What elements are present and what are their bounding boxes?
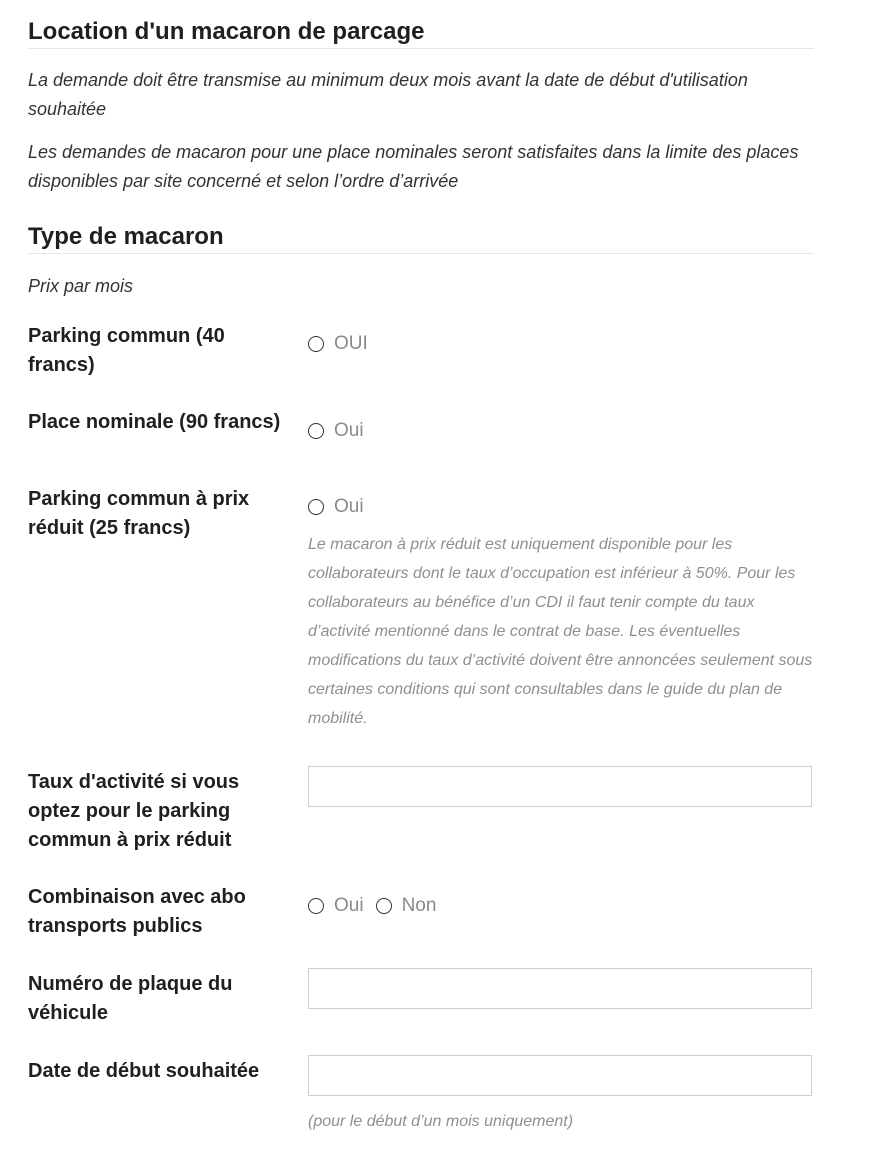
date-debut-label: Date de début souhaitée — [28, 1060, 260, 1082]
date-debut-input[interactable] — [308, 1055, 812, 1096]
intro-deadline-text: La demande doit être transmise au minimum deux mois avant la date de début d'utilisation souhaitée — [28, 70, 748, 119]
combinaison-label: Combinaison avec abo transports publics — [28, 886, 246, 937]
parking-reduit-options — [308, 496, 364, 518]
parking-commun-label: Parking commun (40 francs) — [28, 325, 225, 376]
intro-availability-text: Les demandes de macaron pour une place nominales seront satisfaites dans la limite des places disponibles par site concerné et selon l’ordre d’arrivée — [28, 142, 799, 191]
date-debut-help-text: (pour le début d’un mois uniquement) — [308, 1113, 574, 1130]
parking-commun-oui-option[interactable] — [308, 333, 368, 355]
price-note: Prix par mois — [28, 276, 134, 296]
combinaison-oui-option[interactable] — [308, 895, 364, 917]
parking-reduit-label: Parking commun à prix réduit (25 francs) — [28, 488, 250, 539]
place-nominale-label: Place nominale (90 francs) — [28, 411, 281, 433]
combinaison-non-label[interactable]: Non — [401, 895, 437, 916]
parking-reduit-help-text: Le macaron à prix réduit est uniquement disponible pour les collaborateurs dont le taux d’occupation est inférieur à 50%. Pour les collaborateurs au bénéfice d’un CDI il faut tenir compte du taux d’activité mentionné dans le contrat de base. Les éventuelles modifications du taux d’activité doivent être annoncées seulement sous certaines conditions qui sont consultables dans le guide du plan de mobilité. — [308, 536, 813, 727]
parking-commun-oui-label[interactable]: OUI — [334, 333, 368, 354]
parking-reduit-oui-label[interactable]: Oui — [334, 496, 364, 517]
parking-commun-oui-radio[interactable] — [308, 336, 324, 352]
combinaison-oui-label[interactable]: Oui — [334, 895, 364, 916]
place-nominale-options — [308, 420, 364, 442]
plaque-input[interactable] — [308, 968, 812, 1009]
place-nominale-oui-radio[interactable] — [308, 423, 324, 439]
section-title-location: Location d'un macaron de parcage — [28, 17, 814, 49]
parking-reduit-oui-option[interactable] — [308, 496, 364, 518]
parking-reduit-oui-radio[interactable] — [308, 499, 324, 515]
combinaison-non-option[interactable] — [376, 895, 437, 917]
combinaison-options — [308, 895, 436, 917]
parking-commun-options — [308, 333, 368, 355]
combinaison-non-radio[interactable] — [376, 898, 392, 914]
place-nominale-oui-option[interactable] — [308, 420, 364, 442]
plaque-label: Numéro de plaque du véhicule — [28, 973, 233, 1024]
taux-activite-input[interactable] — [308, 766, 812, 807]
section-title-type: Type de macaron — [28, 222, 814, 254]
taux-activite-label: Taux d'activité si vous optez pour le parking commun à prix réduit — [28, 771, 240, 851]
combinaison-oui-radio[interactable] — [308, 898, 324, 914]
place-nominale-oui-label[interactable]: Oui — [334, 420, 364, 441]
